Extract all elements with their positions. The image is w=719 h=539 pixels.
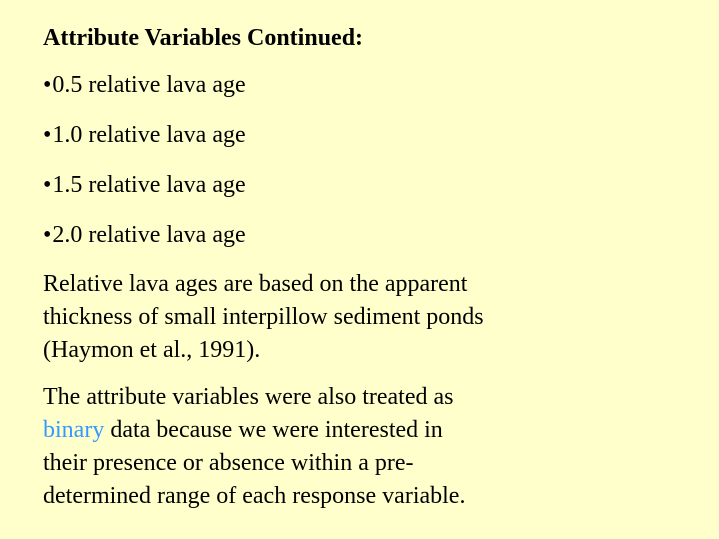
bullet-item [43,171,699,199]
bullet-glyph: • [43,72,52,98]
paragraph1-line: (Haymon et al., 1991). [43,337,261,363]
bullet-glyph: • [43,122,52,148]
bullet-item [43,71,699,99]
paragraph-relative-lava-ages [43,268,543,367]
paragraph2-line: data because we were interested in [104,417,443,443]
paragraph2-line: determined range of each response variable. [43,483,466,509]
paragraph-binary-data [43,381,533,513]
slide-title: Attribute Variables Continued: [43,25,364,51]
bullet-text: 2.0 relative lava age [52,222,246,248]
bullet-text: 1.5 relative lava age [52,172,246,198]
paragraph2-line: their presence or absence within a pre- [43,450,414,476]
paragraph2-line: The attribute variables were also treated as [43,384,454,410]
bullet-glyph: • [43,222,52,248]
bullet-text: 0.5 relative lava age [52,72,246,98]
binary-highlight-word: binary [43,417,105,443]
bullet-glyph: • [43,172,52,198]
bullet-item [43,221,699,249]
bullet-text: 1.0 relative lava age [52,122,246,148]
paragraph1-line: Relative lava ages are based on the apparent [43,271,468,297]
bullet-item [43,121,699,149]
paragraph1-line: thickness of small interpillow sediment ponds [43,304,484,330]
